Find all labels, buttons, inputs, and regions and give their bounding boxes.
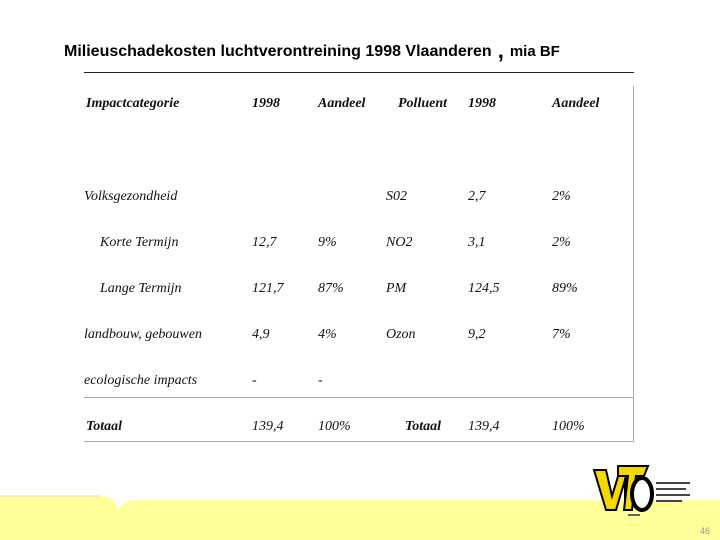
slide-title xyxy=(64,36,704,62)
row-category: Volksgezondheid xyxy=(84,189,178,204)
row-value-1: - xyxy=(252,373,257,388)
row-share-1: 87% xyxy=(318,281,344,296)
total-share-1: 100% xyxy=(318,419,351,434)
row-share-1: 4% xyxy=(318,327,337,342)
bottom-rule xyxy=(84,441,634,442)
vito-logo xyxy=(588,462,698,522)
top-rule xyxy=(84,72,634,73)
page-number: 46 xyxy=(699,526,710,536)
total-polluent-label: Totaal xyxy=(405,419,442,434)
total-label: Totaal xyxy=(86,419,123,434)
row-category: Korte Termijn xyxy=(100,235,179,250)
title-separator: , xyxy=(497,38,504,63)
total-share-2: 100% xyxy=(552,419,585,434)
row-value-2: 124,5 xyxy=(468,281,500,296)
row-category: landbouw, gebouwen xyxy=(84,327,202,342)
row-share-2: 2% xyxy=(552,235,571,250)
row-value-2: 9,2 xyxy=(468,327,486,342)
row-polluent: S02 xyxy=(386,189,407,204)
right-rule xyxy=(633,86,634,442)
row-value-1: 121,7 xyxy=(252,281,284,296)
total-value-2: 139,4 xyxy=(468,419,500,434)
header-polluent: Polluent xyxy=(398,96,448,111)
title-unit: mia BF xyxy=(509,43,560,60)
header-year-2: 1998 xyxy=(468,96,496,111)
header-impactcategorie: Impactcategorie xyxy=(86,96,180,111)
row-polluent: NO2 xyxy=(386,235,413,250)
title-text: Milieuschadekosten luchtverontreining 1998 Vlaanderen xyxy=(64,43,492,60)
header-share-2: Aandeel xyxy=(552,96,600,111)
row-share-1: 9% xyxy=(318,235,337,250)
row-value-2: 2,7 xyxy=(468,189,486,204)
row-value-1: 4,9 xyxy=(252,327,270,342)
row-share-1: - xyxy=(318,373,323,388)
row-category: ecologische impacts xyxy=(84,373,198,388)
row-share-2: 89% xyxy=(552,281,578,296)
row-value-1: 12,7 xyxy=(252,235,277,250)
row-share-2: 2% xyxy=(552,189,571,204)
header-year-1: 1998 xyxy=(252,96,280,111)
total-value-1: 139,4 xyxy=(252,419,284,434)
row-share-2: 7% xyxy=(552,327,571,342)
row-polluent: PM xyxy=(386,281,407,296)
row-value-2: 3,1 xyxy=(468,235,486,250)
row-polluent: Ozon xyxy=(386,327,416,342)
middle-rule xyxy=(84,397,634,398)
header-share-1: Aandeel xyxy=(318,96,366,111)
row-category: Lange Termijn xyxy=(100,281,182,296)
